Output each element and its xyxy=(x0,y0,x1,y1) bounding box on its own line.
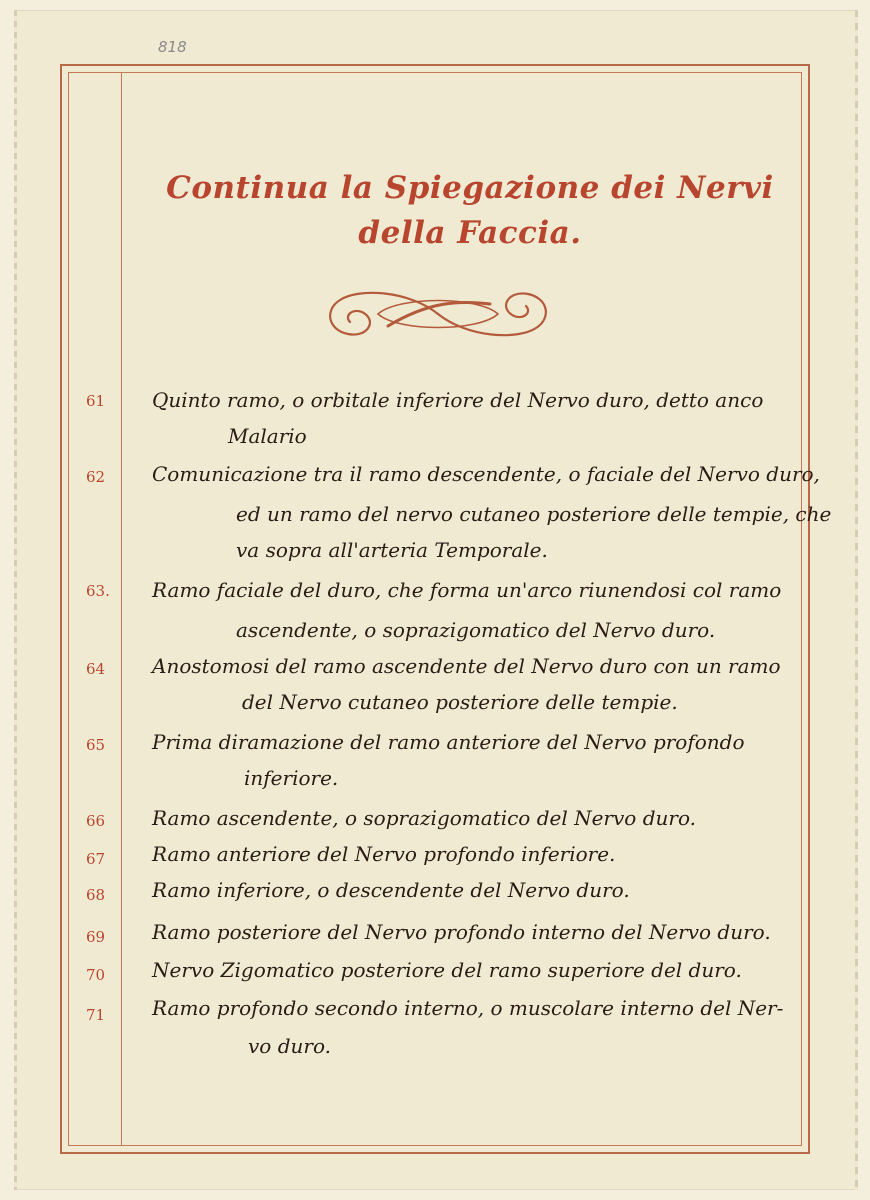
title-line-1: Continua la Spiegazione dei Nervi xyxy=(166,170,774,206)
entry-number: 69 xyxy=(86,928,106,946)
entry-number: 61 xyxy=(86,392,106,410)
entry-number: 70 xyxy=(86,966,106,984)
deckled-edge-right xyxy=(855,10,858,1190)
entry-text-line: Ramo anteriore del Nervo profondo inferiore. xyxy=(152,842,616,866)
entry-number: 62 xyxy=(86,468,106,486)
entry-number: 71 xyxy=(86,1006,106,1024)
calligraphic-flourish xyxy=(318,282,558,346)
entry-text-line: Ramo profondo secondo interno, o muscolare interno del Ner- xyxy=(152,996,784,1020)
entry-text-line: Ramo ascendente, o soprazigomatico del Nervo duro. xyxy=(152,806,696,830)
entry-text-line: del Nervo cutaneo posteriore delle tempie. xyxy=(242,690,678,714)
entry-text-line: Ramo inferiore, o descendente del Nervo duro. xyxy=(152,878,630,902)
entry-text-line: vo duro. xyxy=(248,1034,331,1058)
entry-text-line: Ramo posteriore del Nervo profondo interno del Nervo duro. xyxy=(152,920,771,944)
entry-text-line: va sopra all'arteria Temporale. xyxy=(236,538,548,562)
entry-number: 63. xyxy=(86,582,110,600)
entry-text-line: Nervo Zigomatico posteriore del ramo superiore del duro. xyxy=(152,958,742,982)
entry-number: 68 xyxy=(86,886,106,904)
entry-text-line: inferiore. xyxy=(244,766,339,790)
entry-text-line: ed un ramo del nervo cutaneo posteriore delle tempie, che xyxy=(236,502,832,526)
title-line-2: della Faccia. xyxy=(358,215,582,251)
archive-number: 818 xyxy=(158,38,187,56)
entry-number: 66 xyxy=(86,812,106,830)
entry-number: 64 xyxy=(86,660,106,678)
entry-text-line: Prima diramazione del ramo anteriore del Nervo profondo xyxy=(152,730,745,754)
entry-text-line: ascendente, o soprazigomatico del Nervo duro. xyxy=(236,618,716,642)
margin-rule xyxy=(121,72,122,1146)
entry-text-line: Quinto ramo, o orbitale inferiore del Nervo duro, detto anco xyxy=(152,388,764,412)
entry-number: 65 xyxy=(86,736,106,754)
entry-text-line: Comunicazione tra il ramo descendente, o faciale del Nervo duro, xyxy=(152,462,820,486)
entry-text-line: Ramo faciale del duro, che forma un'arco riunendosi col ramo xyxy=(152,578,782,602)
entry-number: 67 xyxy=(86,850,106,868)
entry-text-line: Anostomosi del ramo ascendente del Nervo duro con un ramo xyxy=(152,654,781,678)
deckled-edge-left xyxy=(14,10,17,1190)
entry-text-line: Malario xyxy=(228,424,307,448)
